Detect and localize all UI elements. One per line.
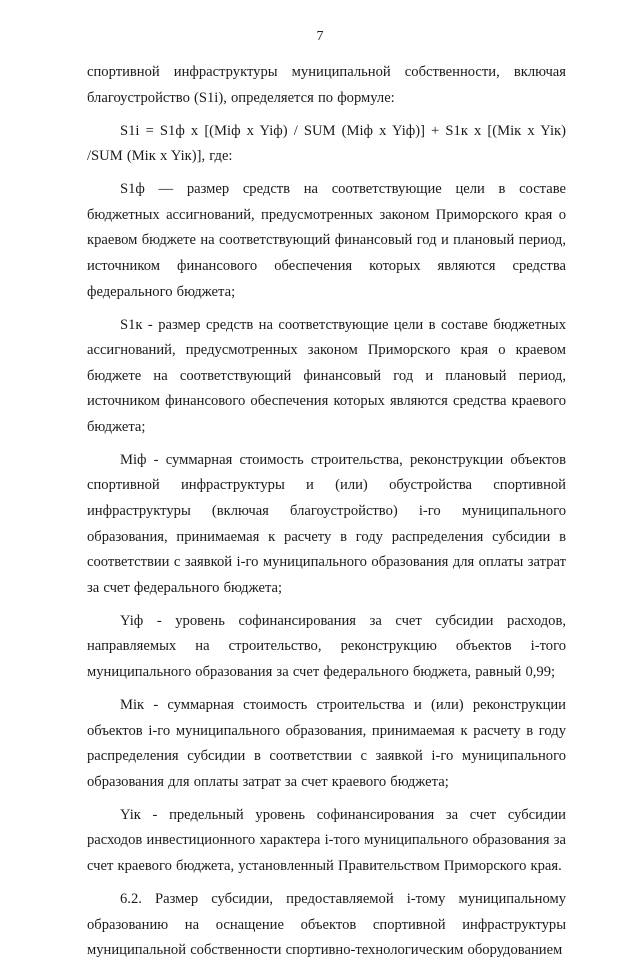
paragraph-s1f-definition: S1ф — размер средств на соответствующие цели в составе бюджетных ассигнований, предусмотренных законом Приморского края о краевом бюджете на соответствующий финансовый год и плановый период, источником финансового обеспечения которых являются средства федерального бюджета; xyxy=(87,181,566,300)
paragraph-mik-definition: Miк - суммарная стоимость строительства и (или) реконструкции объектов i-го муниципального образования, принимаемая к расчету в году распределения субсидии в соответствии с заявкой i-го муниципального образования для оплаты затрат за счет краевого бюджета; xyxy=(87,697,566,790)
paragraph-mif-definition: Miф - суммарная стоимость строительства, реконструкции объектов спортивной инфраструктуры и (или) обустройства спортивной инфраструктуры (включая благоустройство) i-го муниципального образования, принимаемая к расчету в году распределения субсидии в соответствии с заявкой i-го муниципального образования для оплаты затрат за счет федерального бюджета; xyxy=(87,451,566,596)
paragraph-yif-definition: Yiф - уровень софинансирования за счет субсидии расходов, направляемых на строительство, реконструкцию объектов i-того муниципального образования за счет федерального бюджета, равный 0,99; xyxy=(87,612,566,681)
paragraph-formula: S1i = S1ф x [(Miф x Yiф) / SUM (Miф x Yiф)] + S1к x [(Miк x Yiк) /SUM (Miк x Yiк)], где: xyxy=(87,122,566,165)
document-body xyxy=(87,60,566,964)
paragraph-section-6-2: 6.2. Размер субсидии, предоставляемой i-тому муниципальному образованию на оснащение объектов спортивной инфраструктуры муниципальной собственности спортивно-технологическим оборудованием xyxy=(87,890,566,959)
paragraph-intro: спортивной инфраструктуры муниципальной собственности, включая благоустройство (S1i), определяется по формуле: xyxy=(87,64,566,106)
paragraph-s1k-definition: S1к - размер средств на соответствующие цели в составе бюджетных ассигнований, предусмотренных законом Приморского края о краевом бюджете на соответствующий финансовый год и плановый период, источником финансового обеспечения которых являются средства краевого бюджета; xyxy=(87,316,566,435)
page-number: 7 xyxy=(316,29,324,44)
paragraph-yik-definition: Yiк - предельный уровень софинансирования за счет субсидии расходов инвестиционного характера i-того муниципального образования за счет краевого бюджета, установленный Правительством Приморского края. xyxy=(87,806,566,874)
